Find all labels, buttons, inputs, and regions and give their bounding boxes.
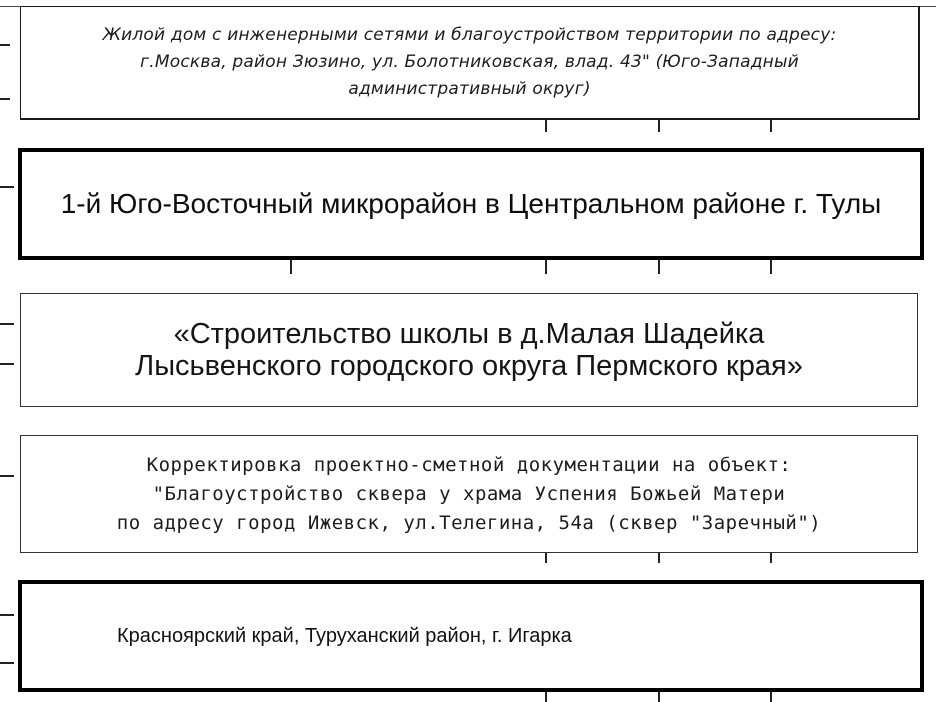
grid-tick [545, 120, 547, 132]
grid-tick [545, 260, 547, 274]
title-block-5-line-1: Красноярский край, Туруханский район, г. Игарка [117, 624, 572, 647]
grid-tick [0, 186, 14, 188]
title-block-snippet-3 [0, 283, 936, 413]
title-block-frame-3 [20, 293, 918, 407]
title-block-4-line-1: Корректировка проектно-сметной документации на объект: [146, 453, 792, 476]
grid-tick [770, 553, 772, 563]
grid-tick [658, 692, 660, 702]
title-block-snippet-4 [0, 425, 936, 565]
grid-tick [0, 44, 10, 46]
title-block-4-line-2: "Благоустройство сквера у храма Успения Божьей Матери [152, 482, 786, 505]
grid-tick [770, 692, 772, 702]
grid-tick [0, 363, 14, 365]
grid-tick [0, 475, 14, 477]
title-block-1-line-3: административный округ) [348, 79, 591, 99]
title-block-1-line-2: г.Москва, район Зюзино, ул. Болотниковская, влад. 43" (Юго-Западный [140, 52, 799, 72]
title-block-frame-5 [18, 580, 924, 692]
grid-tick [658, 260, 660, 274]
grid-tick [545, 692, 547, 702]
grid-tick [0, 662, 14, 664]
title-block-frame-2 [18, 148, 924, 260]
title-block-2-line-1: 1-й Юго-Восточный микрорайон в Центральном районе г. Тулы [60, 188, 882, 219]
grid-tick [0, 98, 10, 100]
grid-tick [290, 260, 292, 274]
grid-tick [658, 553, 660, 563]
title-block-snippet-2 [0, 140, 936, 280]
grid-tick [0, 614, 14, 616]
title-block-3-line-1: «Строительство школы в д.Малая Шадейка [173, 318, 765, 350]
grid-tick [770, 120, 772, 132]
title-block-frame-4 [20, 435, 918, 553]
title-block-1-line-1: Жилой дом с инженерными сетями и благоустройством территории по адресу: [102, 25, 837, 45]
title-block-frame-1 [20, 6, 920, 120]
grid-tick [658, 120, 660, 132]
title-block-4-line-3: по адресу город Ижевск, ул.Телегина, 54а (сквер "Заречный") [116, 511, 822, 534]
title-block-3-line-2: Лысьвенского городского округа Пермского края» [135, 350, 803, 382]
grid-tick [545, 553, 547, 563]
title-block-snippet-1 [0, 0, 936, 135]
grid-tick [0, 323, 14, 325]
title-block-snippet-5 [0, 570, 936, 702]
grid-tick [770, 260, 772, 274]
